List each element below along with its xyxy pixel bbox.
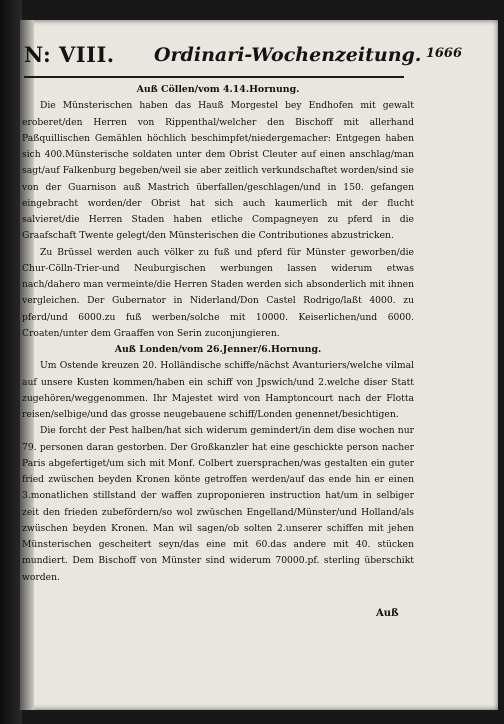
masthead [24,42,462,72]
dark-background-edge [0,0,22,724]
article-body [22,82,414,586]
masthead-rule [24,76,404,78]
issue-number: N: VIII. [24,42,115,67]
paragraph-plague-peace: Die forcht der Pest halben/hat sich widerum gemindert/in dem dise wochen nur 79. personen daran gestorben. Der Großkanzler hat eine geschickte person nacher Paris abgefertiget/um sich mit Monf. Colbert zuersprachen/was gestalten ein guter fried zwüschen beyden Kronen könte getroffen werden/auf das ende hin er einen 3.monatlichen stillstand der waffen zuproponieren instruction hat/um in selbiger zeit den frieden zubefördern/so wol zwüschen Engelland/Münster/und Holland/als zwüschen beyden Kronen. Man wil sagen/ob solten 2.unserer schiffen mit jehen Münsterischen gescheitert seyn/das eine mit 60.das andere mit 40. stücken mundiert. Dem Bischoff von Münster sind widerum 70000.pf. sterling überschikt worden. [22,425,414,583]
paragraph-ostend-ships: Um Ostende kreuzen 20. Holländische schiffe/nächst Avanturiers/welche vilmal auf unsere Kusten kommen/haben ein schiff von Jpswich/und 2.welche diser Statt zugehören/weggenommen. Ihr Majestet wird von Hamptoncourt nach der Flotta reisen/selbige/und das grosse neugebauene schiff/Londen genennet/besichtigen. [22,360,414,420]
newspaper-title: Ordinari-Wochenzeitung. [154,44,422,66]
dateline-london: Auß Londen/vom 26.Jenner/6.Hornung. [114,344,322,355]
paragraph-brussels-recruitment: Zu Brüssel werden auch völker zu fuß und pferd für Münster geworben/die Chur-Cölln-Trier-und Neuburgischen werbungen lassen widerum etwas nach/dahero man vermeinte/die Herren Staden werden sich absonderlich mit ihnen vergleichen. Der Gubernator in Niderland/Don Castel Rodrigo/laßt 4000. zu pferd/und 6000.zu fuß werben/solche mit 10000. Keiserlichen/und 6000. Croaten/unter dem Graaffen von Serin zuconjungieren. [22,246,414,339]
dateline-cologne: Auß Cöllen/vom 4.14.Hornung. [136,84,300,95]
year-label: 1666 [425,46,462,61]
paragraph-munster-conflict: Die Münsterischen haben das Hauß Morgestel bey Endhofen mit gewalt eroberet/den Herren von Rippenthal/welcher den Bischoff mit allerhand Paßquillischen Gemählen höchlich beschimpfet/niedergemacher: Entgegen haben sich 400.Münsterische soldaten unter dem Obrist Cleuter auf einen anschlag/man sagt/auf Falkenburg begeben/weil sie aber zeitlich verkundschaftet worden/sind sie von der Guarnison auß Mastrich überfallen/geschlagen/und in 150. gefangen eingebracht worden/der Obrist hat sich auch kaumerlich mit der flucht salvieret/die Herren Staden haben etliche Compagneyen zu pferd in die Graafschaft Twente gelegt/den Münsterischen die Contributiones abzustricken. [22,100,414,242]
catchword: Auß [376,608,399,619]
